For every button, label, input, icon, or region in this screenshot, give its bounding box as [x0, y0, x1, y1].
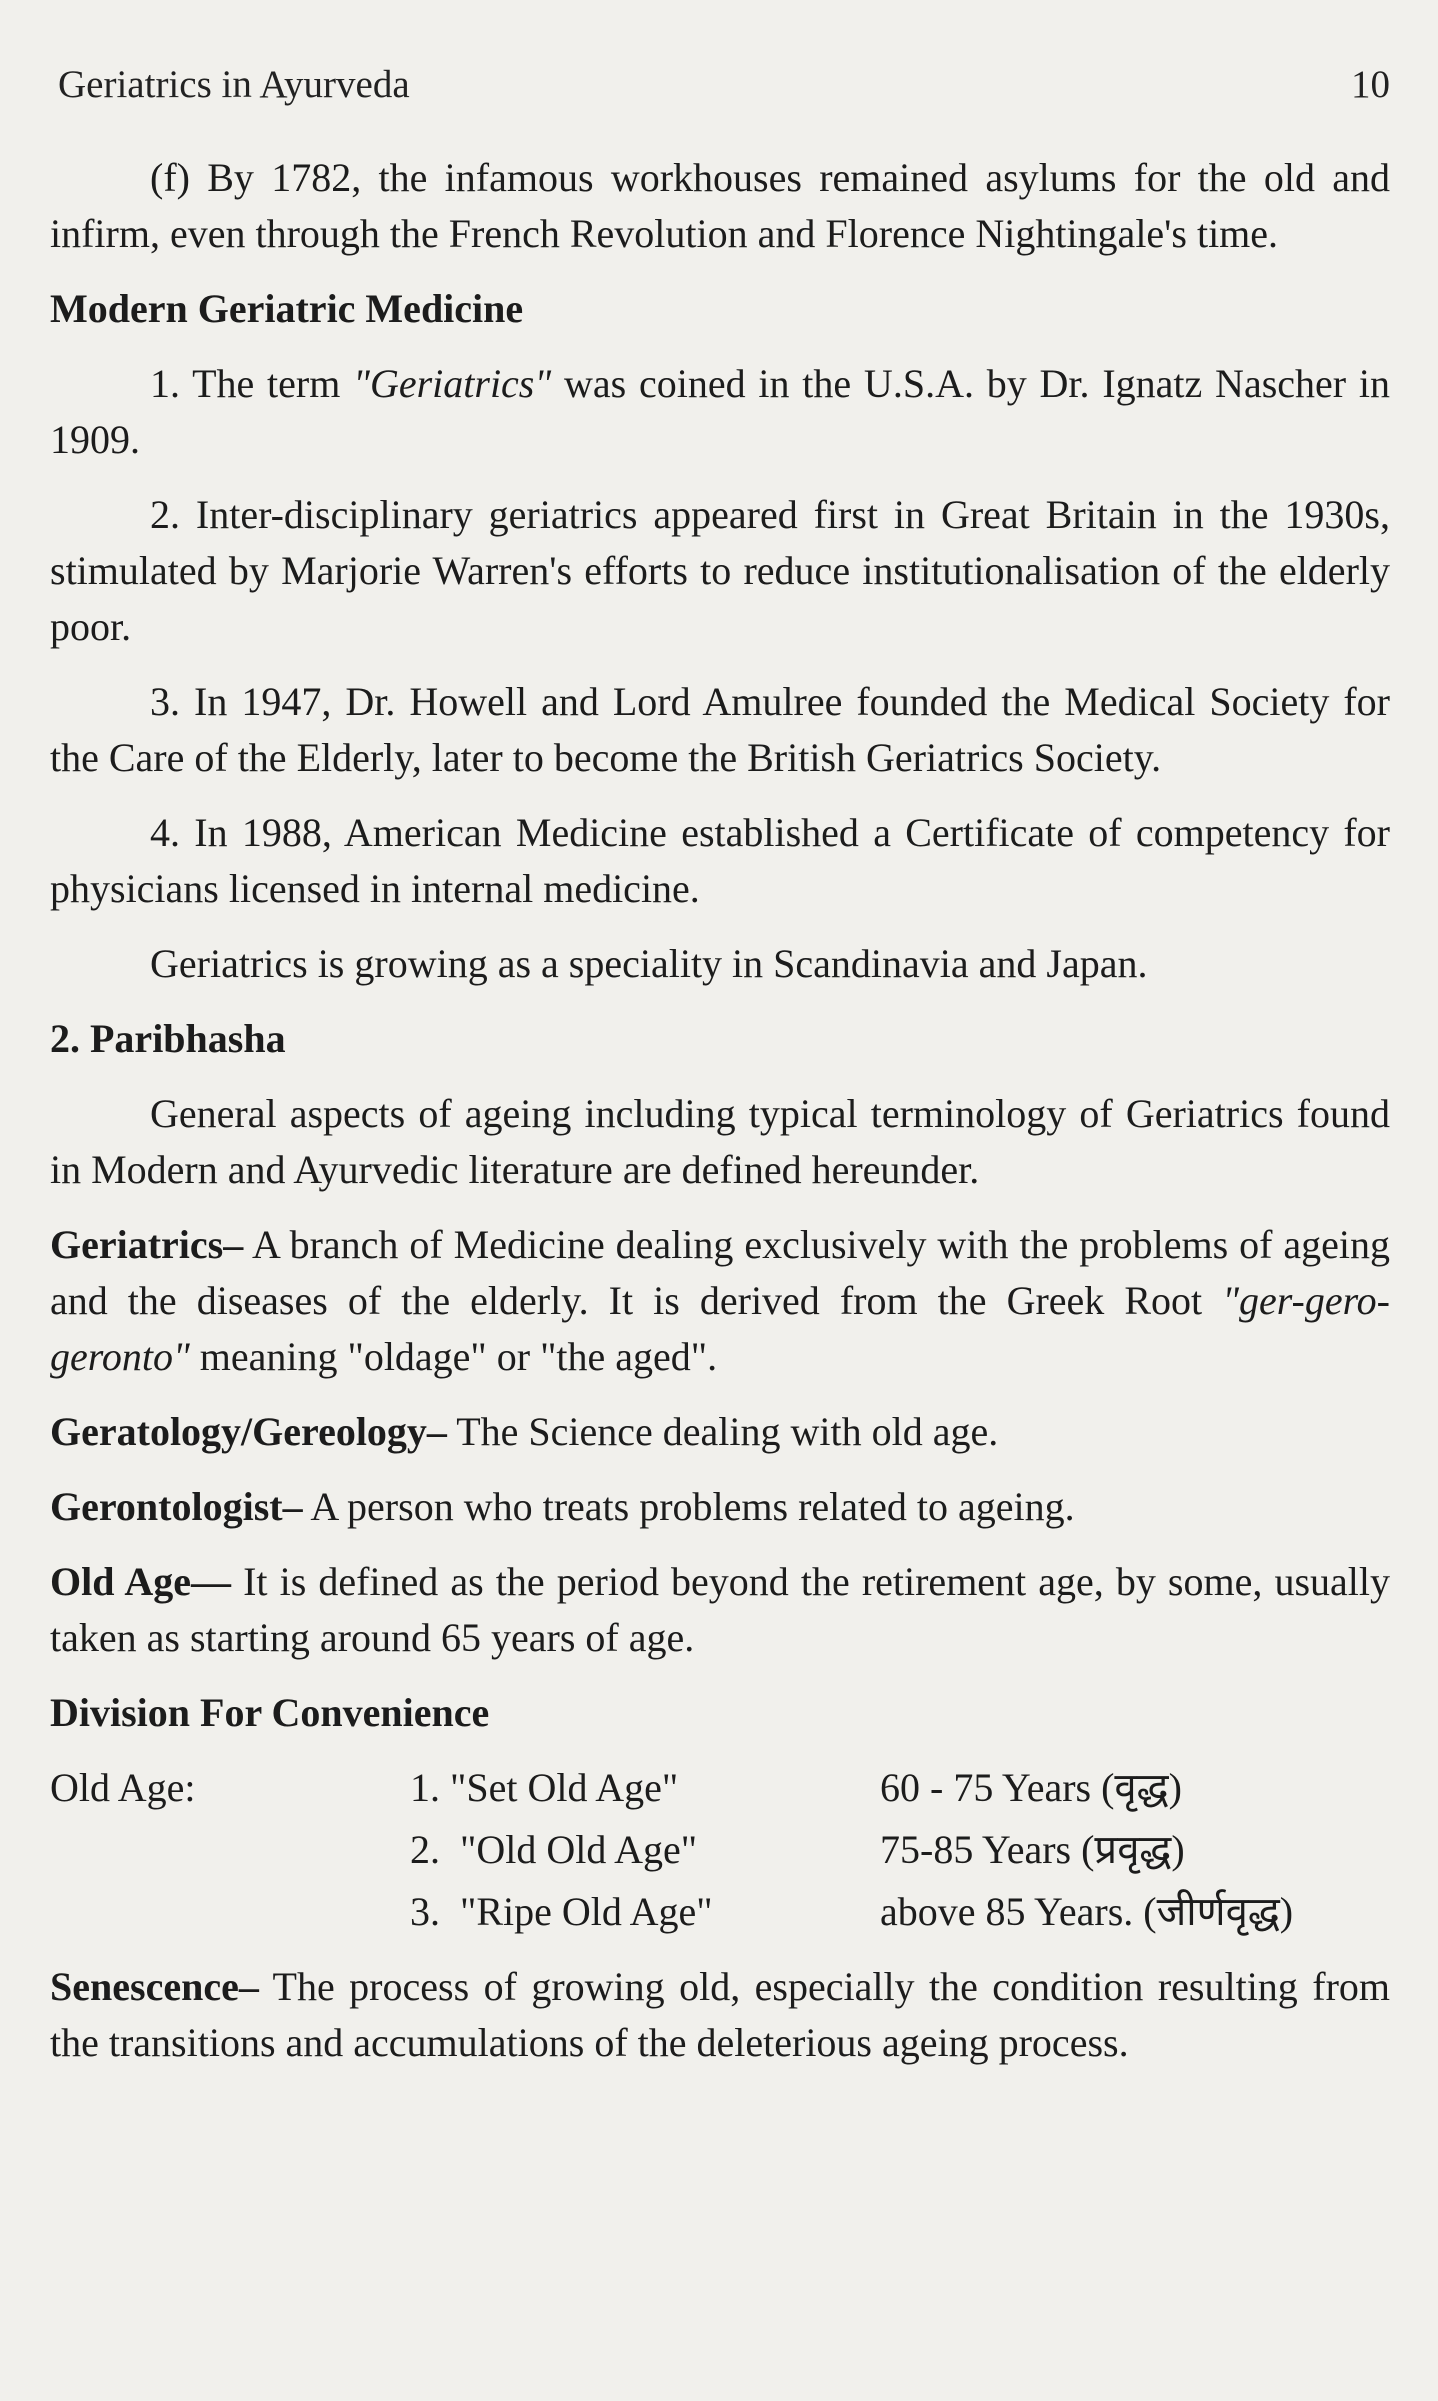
division-label: Old Age: — [50, 1765, 196, 1810]
division-row-3-range: above 85 Years. (जीर्णवृद्ध) — [880, 1889, 1294, 1934]
list-item-1-term: "Geriatrics" — [353, 361, 552, 406]
running-title: Geriatrics in Ayurveda — [58, 63, 410, 106]
heading-division-for-convenience: Division For Convenience — [50, 1690, 490, 1735]
list-item-2: 2. Inter-disciplinary geriatrics appeared first in Great Britain in the 1930s, stimulated by Marjorie Warren's efforts to reduce institutionalisation of the elderly poor. — [50, 492, 1390, 649]
definition-old-age-text: It is defined as the period beyond the retirement age, by some, usually taken as starting around 65 years of age. — [50, 1559, 1390, 1660]
definition-geratology — [50, 1404, 1390, 1460]
page-number: 10 — [1351, 63, 1390, 106]
division-row-1-range: 60 - 75 Years (वृद्ध) — [880, 1765, 1182, 1810]
paragraph-speciality: Geriatrics is growing as a speciality in Scandinavia and Japan. — [150, 941, 1148, 986]
list-item-1-text-a: 1. The term — [150, 361, 354, 406]
division-row-1-name: 1. "Set Old Age" — [410, 1765, 679, 1810]
list-item-1-text-b: was coined in the U.S.A. by Dr. Ignatz Nascher in 1909. — [50, 361, 1390, 462]
list-item-4: 4. In 1988, American Medicine established a Certificate of competency for physicians licensed in internal medicine. — [50, 810, 1390, 911]
definition-senescence-text: The process of growing old, especially the condition resulting from the transitions and accumulations of the deleterious ageing process. — [50, 1964, 1390, 2065]
page-body — [50, 150, 1390, 2090]
definition-senescence — [50, 1959, 1390, 2071]
definition-geriatrics-text-b: meaning "oldage" or "the aged". — [189, 1334, 718, 1379]
definition-geratology-term: Geratology/Gereology– — [50, 1409, 447, 1454]
division-row-2-name: 2. "Old Old Age" — [410, 1827, 698, 1872]
list-item-1 — [50, 356, 1390, 468]
page-header — [58, 62, 1390, 107]
definition-geriatrics-text-a: A branch of Medicine dealing exclusively with the problems of ageing and the diseases of the elderly. It is derived from the Greek Root — [50, 1222, 1390, 1323]
heading-paribhasha: 2. Paribhasha — [50, 1016, 286, 1061]
definition-geratology-text: The Science dealing with old age. — [446, 1409, 999, 1454]
division-row-2-range: 75-85 Years (प्रवृद्ध) — [880, 1827, 1185, 1872]
division-table — [50, 1760, 1390, 1940]
heading-modern-geriatric-medicine: Modern Geriatric Medicine — [50, 286, 524, 331]
definition-geriatrics-term: Geriatrics– — [50, 1222, 244, 1267]
definition-old-age-term: Old Age— — [50, 1559, 231, 1604]
definition-gerontologist — [50, 1479, 1390, 1535]
paragraph-workhouses: (f) By 1782, the infamous workhouses remained asylums for the old and infirm, even through the French Revolution and Florence Nightingale's time. — [50, 155, 1390, 256]
list-item-3: 3. In 1947, Dr. Howell and Lord Amulree founded the Medical Society for the Care of the Elderly, later to become the British Geriatrics Society. — [50, 679, 1390, 780]
definition-geriatrics-root: "ger-gero-geronto" — [50, 1278, 1390, 1379]
definition-geriatrics — [50, 1217, 1390, 1385]
definition-gerontologist-text: A person who treats problems related to ageing. — [302, 1484, 1075, 1529]
definition-old-age — [50, 1554, 1390, 1666]
definition-gerontologist-term: Gerontologist– — [50, 1484, 303, 1529]
definition-senescence-term: Senescence– — [50, 1964, 259, 2009]
paragraph-general-aspects: General aspects of ageing including typical terminology of Geriatrics found in Modern and Ayurvedic literature are defined hereunder. — [50, 1091, 1390, 1192]
division-row-3-name: 3. "Ripe Old Age" — [410, 1889, 713, 1934]
